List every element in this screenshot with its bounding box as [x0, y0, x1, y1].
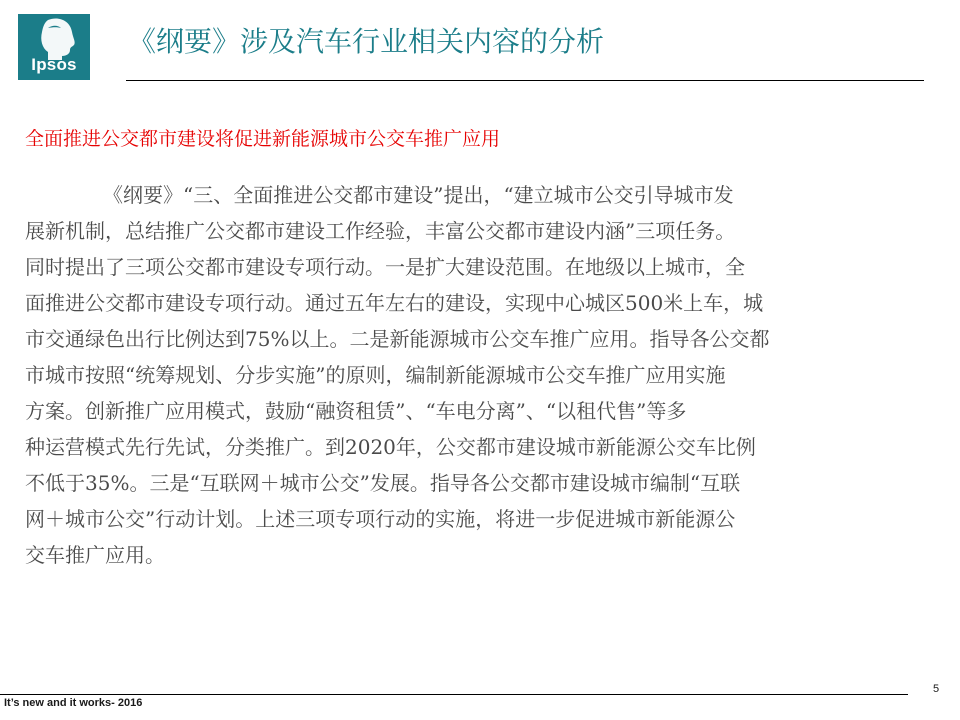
footer-tagline: It’s new and it works- 2016: [4, 697, 143, 709]
body-line: 同时提出了三项公交都市建设专项行动。一是扩大建设范围。在地级以上城市，全: [25, 255, 745, 279]
ipsos-logo: [18, 14, 90, 80]
body-paragraph: [25, 177, 945, 573]
body-line: 《纲要》“三、全面推进公交都市建设”提出，“建立城市公交引导城市发: [103, 183, 734, 207]
body-line: 展新机制，总结推广公交都市建设工作经验，丰富公交都市建设内涵”三项任务。: [25, 219, 736, 243]
body-line: 面推进公交都市建设专项行动。通过五年左右的建设，实现中心城区500米上车，城: [25, 291, 764, 315]
body-line: 方案。创新推广应用模式，鼓励“融资租赁”、“车电分离”、“以租代售”等多: [25, 399, 687, 423]
body-line: 交车推广应用。: [25, 543, 165, 567]
page-number: 5: [932, 683, 940, 695]
body-line: 网＋城市公交”行动计划。上述三项专项行动的实施，将进一步促进城市新能源公: [25, 507, 736, 531]
body-line: 种运营模式先行先试，分类推广。到2020年，公交都市建设城市新能源公交车比例: [25, 435, 756, 459]
logo-wordmark: Ipsos: [31, 55, 77, 74]
body-line: 市交通绿色出行比例达到75%以上。二是新能源城市公交车推广应用。指导各公交都: [25, 327, 770, 351]
body-line: 市城市按照“统筹规划、分步实施”的原则，编制新能源城市公交车推广应用实施: [25, 363, 726, 387]
footer-divider: [0, 694, 908, 695]
page-title: 《纲要》涉及汽车行业相关内容的分析: [128, 25, 605, 58]
title-divider: [126, 80, 924, 81]
body-line: 不低于35%。三是“互联网＋城市公交”发展。指导各公交都市建设城市编制“互联: [25, 471, 741, 495]
section-heading: 全面推进公交都市建设将促进新能源城市公交车推广应用: [25, 128, 501, 150]
